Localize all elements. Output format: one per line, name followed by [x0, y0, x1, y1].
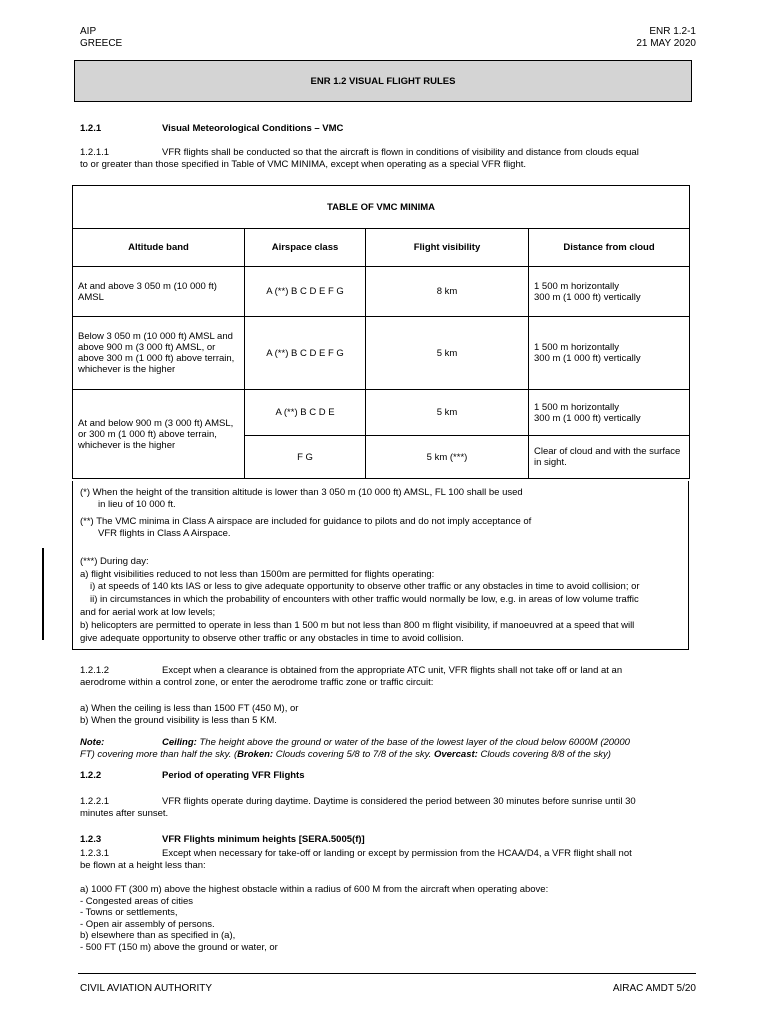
list-item: a) When the ceiling is less than 1500 FT (450 M), or: [80, 703, 299, 714]
distance-from-cloud-cell: [529, 317, 690, 390]
note-line: VFR flights in Class A Airspace.: [98, 528, 231, 539]
header-left: [80, 26, 122, 50]
distance-horizontal: 1 500 m horizontally: [534, 342, 620, 353]
change-bar: [42, 548, 44, 640]
distance-horizontal: 1 500 m horizontally: [534, 280, 620, 292]
paragraph-number: 1.2.1.1: [80, 147, 110, 158]
paragraph-text: Except when a clearance is obtained from the appropriate ATC unit, VFR flights shall not take off or land at an: [162, 665, 623, 676]
paragraph-number: 1.2.1.2: [80, 665, 110, 676]
paragraph-1-2-1-2: [80, 665, 688, 727]
list-item: - 500 FT (150 m) above the ground or water, or: [80, 941, 278, 953]
section-number: 1.2.1: [80, 123, 102, 134]
paragraph-text: aerodrome within a control zone, or enter the aerodrome traffic zone or traffic circuit:: [80, 677, 434, 688]
effective-date: 21 MAY 2020: [636, 38, 696, 49]
airspace-class-cell: A (**) B C D E: [245, 390, 366, 436]
column-header: Flight visibility: [366, 229, 529, 267]
page-reference: ENR 1.2-1: [649, 26, 696, 37]
paragraph-text: VFR flights operate during daytime. Daytime is considered the period between 30 minutes before sunrise until 30: [162, 796, 636, 807]
paragraph-1-2-3-1: [80, 848, 688, 872]
page-title: ENR 1.2 VISUAL FLIGHT RULES: [310, 75, 456, 87]
footer-divider: [78, 973, 696, 974]
list-item: - Towns or settlements,: [80, 907, 178, 918]
column-header: Distance from cloud: [529, 229, 690, 267]
table-row: [73, 267, 690, 317]
paragraph-text: be flown at a height less than:: [80, 860, 206, 871]
section-title: Visual Meteorological Conditions – VMC: [162, 123, 344, 134]
section-title: VFR Flights minimum heights [SERA.5005(f)]: [162, 834, 365, 845]
section-1-2-2-heading: [80, 770, 305, 781]
footer-authority: CIVIL AVIATION AUTHORITY: [80, 983, 213, 994]
note-line: i) at speeds of 140 kts IAS or less to give adequate opportunity to observe other traffic or any obstacles in time to avoid collision; or: [90, 581, 640, 592]
distance-vertical: 300 m (1 000 ft) vertically: [534, 291, 641, 303]
definition: The height above the ground or water of the base of the lowest layer of the cloud below 6000M (20000: [196, 737, 630, 748]
note-line: ii) in circumstances in which the probability of encounters with other traffic would normally be low, e.g. in areas of low volume traffic: [90, 594, 639, 605]
column-header: Airspace class: [245, 229, 366, 267]
note-line: (*) When the height of the transition altitude is lower than 3 050 m (10 000 ft) AMSL, FL 100 shall be used: [80, 487, 523, 498]
note-line: give adequate opportunity to observe other traffic or any obstacles in time to avoid collision.: [80, 633, 464, 644]
term: Broken:: [237, 749, 274, 760]
section-1-2-3-heading: [80, 834, 365, 845]
paragraph-text: minutes after sunset.: [80, 808, 169, 819]
page-title-banner: [74, 60, 692, 102]
paragraph-1-2-1-1: [80, 147, 688, 171]
distance-from-cloud-cell: [529, 390, 690, 436]
note-line: (**) The VMC minima in Class A airspace are included for guidance to pilots and do not imply acceptance of: [80, 516, 532, 527]
section-number: 1.2.3: [80, 834, 102, 845]
footer-amendment: AIRAC AMDT 5/20: [612, 983, 696, 994]
publication-name: AIP: [80, 26, 97, 37]
distance-from-cloud-cell: [529, 267, 690, 317]
flight-visibility-cell: 8 km: [366, 267, 529, 317]
table-row: [73, 317, 690, 390]
country-name: GREECE: [80, 38, 123, 49]
list-item: a) 1000 FT (300 m) above the highest obstacle within a radius of 600 M from the aircraft when operating above:: [80, 884, 549, 895]
section-title: Period of operating VFR Flights: [162, 770, 305, 781]
vmc-minima-table: [72, 185, 690, 479]
column-header: Altitude band: [73, 229, 245, 267]
definition: Clouds covering 8/8 of the sky): [477, 749, 611, 760]
list-item: - Open air assembly of persons.: [80, 918, 215, 930]
altitude-band-cell: Below 3 050 m (10 000 ft) AMSL and above 900 m (3 000 ft) AMSL, or above 300 m (1 000 ft) above terrain, whichever is the higher: [73, 317, 245, 390]
list-item: b) When the ground visibility is less than 5 KM.: [80, 715, 277, 726]
term: Ceiling:: [162, 737, 197, 748]
paragraph-text: to or greater than those specified in Table of VMC MINIMA, except when operating as a special VFR flight.: [80, 159, 527, 170]
section-1-2-1-heading: [80, 123, 343, 134]
airspace-class-cell: A (**) B C D E F G: [245, 267, 366, 317]
altitude-band-cell: At and above 3 050 m (10 000 ft) AMSL: [73, 267, 245, 317]
term: Overcast:: [433, 749, 478, 760]
table-row: [73, 390, 690, 436]
definition: Clouds covering 5/8 to 7/8 of the sky.: [273, 749, 434, 760]
note-line: a) flight visibilities reduced to not less than 1500m are permitted for flights operating:: [80, 569, 435, 580]
flight-visibility-cell: 5 km (***): [366, 436, 529, 479]
note-line: b) helicopters are permitted to operate in less than 1 500 m but not less than 800 m flight visibility, if manoeuvred at a speed that will: [80, 620, 635, 631]
section-number: 1.2.2: [80, 770, 102, 781]
paragraph-number: 1.2.3.1: [80, 848, 110, 859]
distance-horizontal: 1 500 m horizontally: [534, 401, 620, 413]
distance-vertical: 300 m (1 000 ft) vertically: [534, 353, 641, 364]
table-notes: [72, 481, 689, 650]
paragraph-text: VFR flights shall be conducted so that the aircraft is flown in conditions of visibility and distance from clouds equal: [162, 147, 639, 158]
flight-visibility-cell: 5 km: [366, 317, 529, 390]
distance-vertical: 300 m (1 000 ft) vertically: [534, 412, 641, 424]
note-line: and for aerial work at low levels;: [80, 607, 216, 618]
airspace-class-cell: F G: [245, 436, 366, 479]
distance-from-cloud-cell: Clear of cloud and with the surface in sight.: [529, 436, 690, 479]
paragraph-number: 1.2.2.1: [80, 796, 110, 807]
definition: FT) covering more than half the sky. (: [80, 749, 238, 760]
paragraph-text: Except when necessary for take-off or landing or except by permission from the HCAA/D4, a VFR flight shall not: [162, 848, 632, 859]
header-right: [636, 26, 696, 50]
list-item: - Congested areas of cities: [80, 895, 194, 907]
airspace-class-cell: A (**) B C D E F G: [245, 317, 366, 390]
note-label: Note:: [80, 737, 105, 748]
note-line: in lieu of 10 000 ft.: [98, 499, 176, 510]
flight-visibility-cell: 5 km: [366, 390, 529, 436]
paragraph-1-2-2-1: [80, 796, 688, 820]
table-title: TABLE OF VMC MINIMA: [73, 186, 690, 229]
altitude-band-cell: At and below 900 m (3 000 ft) AMSL, or 300 m (1 000 ft) above terrain, whichever is the higher: [73, 390, 245, 479]
minimum-height-list: [80, 884, 688, 953]
note-line: (***) During day:: [80, 556, 149, 567]
ceiling-note: [80, 737, 688, 761]
list-item: b) elsewhere than as specified in (a),: [80, 930, 236, 941]
